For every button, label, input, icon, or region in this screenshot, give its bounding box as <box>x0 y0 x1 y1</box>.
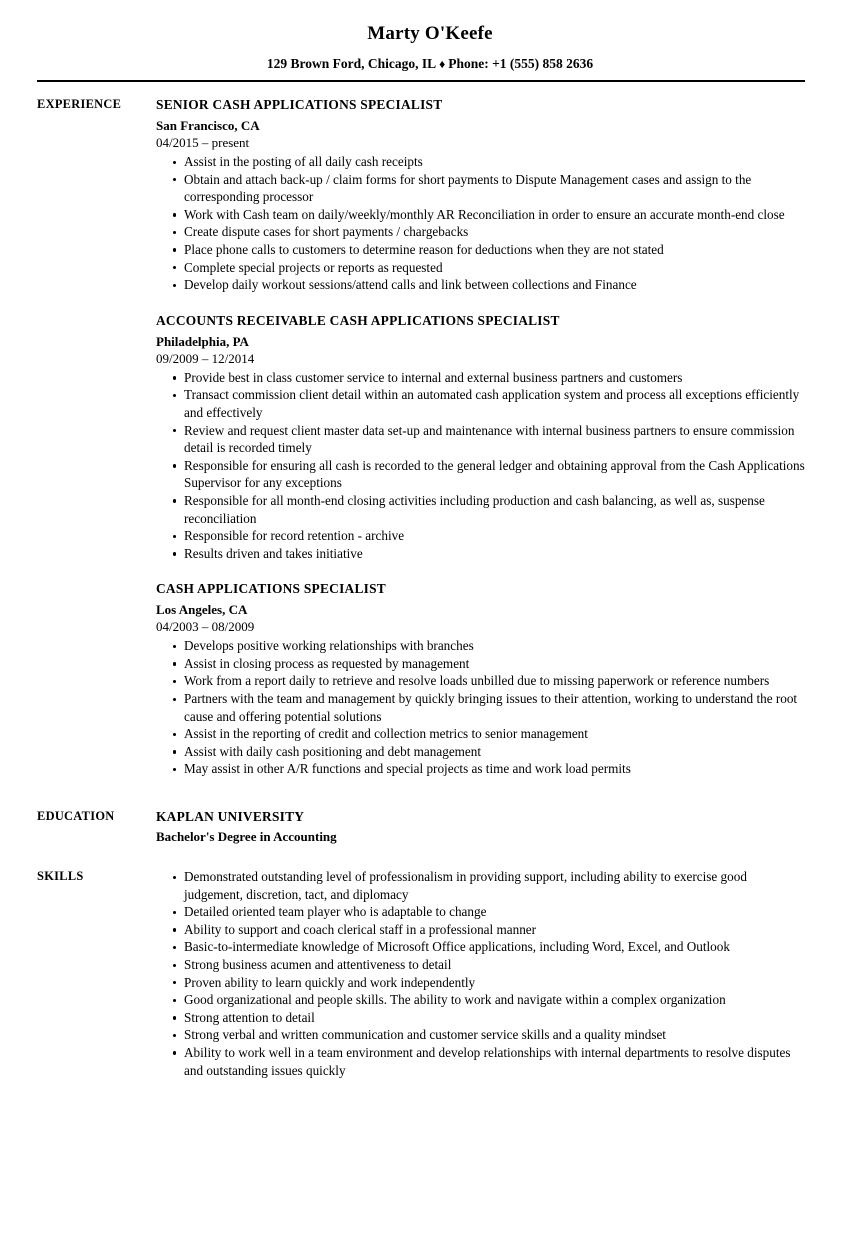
skills-bullet-list <box>156 868 805 1079</box>
list-item: Review and request client master data set-up and maintenance with internal business partners to ensure commission detail is recorded timely <box>156 422 805 457</box>
job-entry <box>156 96 805 294</box>
job-bullet-list <box>156 369 805 563</box>
list-item: Work from a report daily to retrieve and resolve loads unbilled due to missing paperwork or reference numbers <box>156 672 805 690</box>
job-location: Philadelphia, PA <box>156 333 249 349</box>
job-entry <box>156 312 805 563</box>
list-item: Assist in the posting of all daily cash receipts <box>156 153 805 171</box>
list-item: Assist with daily cash positioning and debt management <box>156 743 805 761</box>
job-entry <box>156 580 805 778</box>
list-item: Detailed oriented team player who is adaptable to change <box>156 903 805 921</box>
contact-phone: Phone: +1 (555) 858 2636 <box>448 56 594 71</box>
job-dates: 09/2009 – 12/2014 <box>156 350 255 366</box>
job-bullet-list <box>156 637 805 778</box>
list-item: Basic-to-intermediate knowledge of Microsoft Office applications, including Word, Excel, and Outlook <box>156 938 805 956</box>
education-entries <box>156 808 805 846</box>
list-item: Place phone calls to customers to determine reason for deductions when they are not stated <box>156 241 805 259</box>
list-item: Ability to support and coach clerical staff in a professional manner <box>156 921 805 939</box>
job-title: ACCOUNTS RECEIVABLE CASH APPLICATIONS SPECIALIST <box>156 312 560 328</box>
section-label-experience: EXPERIENCE <box>37 97 122 111</box>
resume-content <box>0 82 860 1079</box>
list-item: Develop daily workout sessions/attend calls and link between collections and Finance <box>156 276 805 294</box>
list-item: Results driven and takes initiative <box>156 545 805 563</box>
list-item: Demonstrated outstanding level of professionalism in providing support, including ability to exercise good judgement, discretion, tact, and diplomacy <box>156 868 805 903</box>
job-dates: 04/2015 – present <box>156 135 250 150</box>
list-item: Responsible for record retention - archive <box>156 527 805 545</box>
list-item: May assist in other A/R functions and special projects as time and work load permits <box>156 760 805 778</box>
candidate-name: Marty O'Keefe <box>367 23 493 44</box>
section-skills <box>37 868 805 1079</box>
list-item: Good organizational and people skills. The ability to work and navigate within a complex organization <box>156 991 805 1009</box>
list-item: Complete special projects or reports as requested <box>156 259 805 277</box>
list-item: Assist in closing process as requested by management <box>156 655 805 673</box>
list-item: Provide best in class customer service to internal and external business partners and customers <box>156 369 805 387</box>
list-item: Partners with the team and management by quickly bringing issues to their attention, working to understand the root cause and offering potential solutions <box>156 690 805 725</box>
contact-address: 129 Brown Ford, Chicago, IL <box>266 56 437 71</box>
list-item: Strong attention to detail <box>156 1009 805 1027</box>
section-experience <box>37 96 805 778</box>
list-item: Ability to work well in a team environment and develop relationships with internal departments to resolve disputes and outstanding issues quickly <box>156 1044 805 1079</box>
list-item: Strong verbal and written communication and customer service skills and a quality mindset <box>156 1026 805 1044</box>
job-title: SENIOR CASH APPLICATIONS SPECIALIST <box>156 97 443 112</box>
section-label-education: EDUCATION <box>37 809 115 824</box>
job-bullet-list <box>156 153 805 294</box>
job-location: San Francisco, CA <box>156 118 260 133</box>
education-school: KAPLAN UNIVERSITY <box>156 809 305 825</box>
list-item: Proven ability to learn quickly and work independently <box>156 974 805 992</box>
list-item: Assist in the reporting of credit and collection metrics to senior management <box>156 725 805 743</box>
diamond-separator-icon: ♦ <box>439 57 446 71</box>
list-item: Obtain and attach back-up / claim forms for short payments to Dispute Management cases and assign to the corresponding processor <box>156 171 805 206</box>
resume-header <box>0 0 860 82</box>
list-item: Transact commission client detail within an automated cash application system and process all exceptions efficiently and effectively <box>156 386 805 421</box>
job-location: Los Angeles, CA <box>156 602 248 618</box>
job-title: CASH APPLICATIONS SPECIALIST <box>156 581 386 597</box>
experience-entries <box>156 96 805 778</box>
section-label-skills: SKILLS <box>37 869 84 884</box>
education-degree: Bachelor's Degree in Accounting <box>156 829 337 845</box>
skills-entries <box>156 868 805 1079</box>
section-education <box>37 808 805 846</box>
list-item: Work with Cash team on daily/weekly/monthly AR Reconciliation in order to ensure an accurate month-end close <box>156 206 805 224</box>
contact-line <box>0 54 860 74</box>
list-item: Responsible for all month-end closing activities including production and cash balancing, as well as, suspense reconciliation <box>156 492 805 527</box>
list-item: Create dispute cases for short payments / chargebacks <box>156 223 805 241</box>
list-item: Responsible for ensuring all cash is recorded to the general ledger and obtaining approval from the Cash Applications Supervisor for any exceptions <box>156 457 805 492</box>
job-dates: 04/2003 – 08/2009 <box>156 619 255 635</box>
list-item: Develops positive working relationships with branches <box>156 637 805 655</box>
list-item: Strong business acumen and attentiveness to detail <box>156 956 805 974</box>
